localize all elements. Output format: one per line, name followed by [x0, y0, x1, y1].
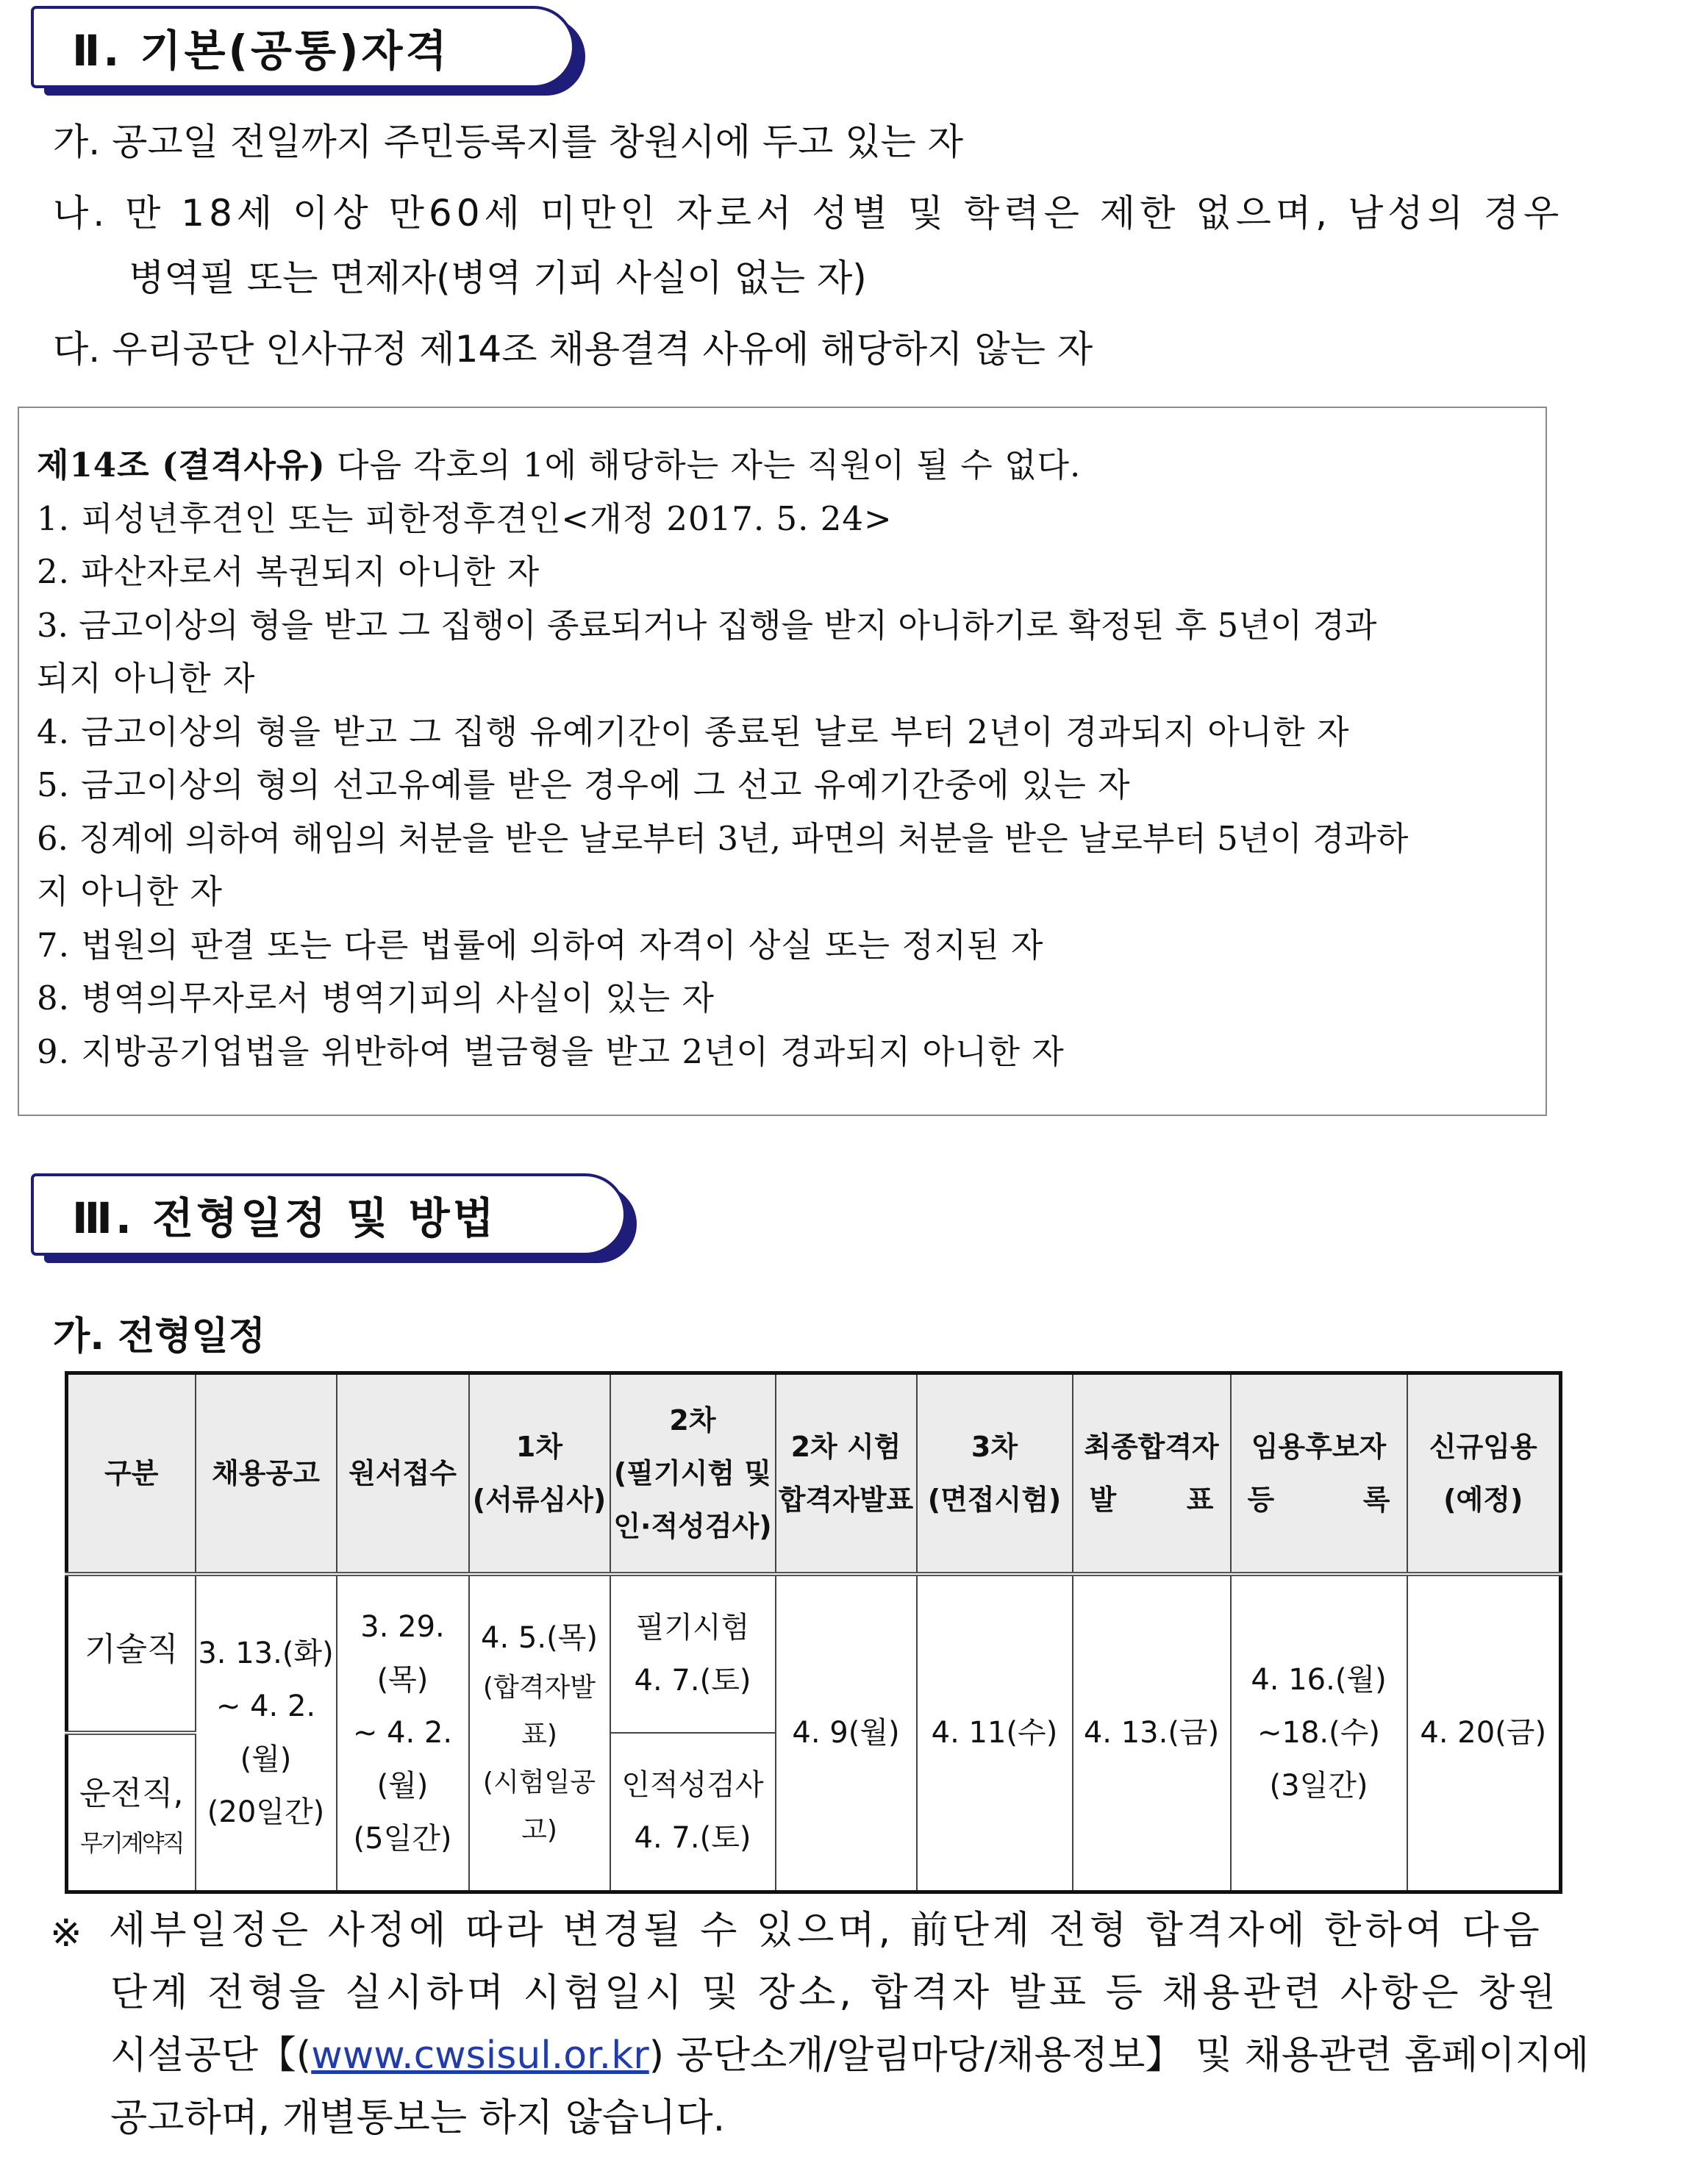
note-line-4: 공고하며, 개별통보는 하지 않습니다. — [110, 2096, 726, 2140]
cell-apply: 3. 29.(목) ~ 4. 2.(월) (5일간) — [337, 1574, 469, 1892]
rule-line: 6. 징계에 의하여 해임의 처분을 받은 날로부터 3년, 파면의 처분을 받은 날로부터 5년이 경과하 — [37, 819, 1409, 858]
note-mark: ※ — [50, 1911, 82, 1956]
header-final: 최종합격자 발 표 — [1073, 1373, 1231, 1575]
cell-first: 4. 5.(목) (합격자발표) (시험일공고) — [469, 1574, 610, 1892]
header-first: 1차 (서류심사) — [469, 1373, 610, 1575]
header-notice: 채용공고 — [196, 1373, 337, 1575]
qualification-item-c: 다. 우리공단 인사규정 제14조 채용결격 사유에 해당하지 않는 자 — [53, 328, 1093, 371]
row-label-tech: 기술직 — [67, 1574, 196, 1733]
note-line-2: 단계 전형을 실시하며 시험일시 및 장소, 합격자 발표 등 채용관련 사항은 창원 — [110, 1971, 1559, 2015]
note-line-3: 시설공단【(www.cwsisul.or.kr) 공단소개/알림마당/채용정보】 및 채용관련 홈페이지에 — [110, 2034, 1590, 2078]
rule-line: 7. 법원의 판결 또는 다른 법률에 의하여 자격이 상실 또는 정지된 자 — [37, 926, 1044, 965]
cell-notice: 3. 13.(화) ~ 4. 2.(월) (20일간) — [196, 1574, 337, 1892]
rule-line: 8. 병역의무자로서 병역기피의 사실이 있는 자 — [37, 979, 715, 1017]
table-header-row — [67, 1373, 1561, 1575]
section-3-heading — [31, 1173, 626, 1256]
rule-line: 3. 금고이상의 형을 받고 그 집행이 종료되거나 집행을 받지 아니하기로 확정된 후 5년이 경과 — [37, 606, 1377, 645]
rule-line: 9. 지방공기업법을 위반하여 벌금형을 받고 2년이 경과되지 아니한 자 — [37, 1032, 1065, 1071]
cell-final: 4. 13.(금) — [1073, 1574, 1231, 1892]
qualification-item-a: 가. 공고일 전일까지 주민등록지를 창원시에 두고 있는 자 — [53, 121, 964, 163]
disqualification-rule-box — [18, 407, 1547, 1116]
header-category: 구분 — [67, 1373, 196, 1575]
schedule-table — [65, 1371, 1562, 1894]
rule-title — [37, 448, 1081, 482]
rule-line: 4. 금고이상의 형을 받고 그 집행 유예기간이 종료된 날로 부터 2년이 경과되지 아니한 자 — [37, 712, 1350, 751]
qualification-item-b-cont: 병역필 또는 면제자(병역 기피 사실이 없는 자) — [129, 257, 867, 299]
rule-line: 1. 피성년후견인 또는 피한정후견인<개정 2017. 5. 24> — [37, 499, 893, 538]
header-register: 임용후보자 등 록 — [1231, 1373, 1407, 1575]
note-line-1: 세부일정은 사정에 따라 변경될 수 있으며, 前단계 전형 합격자에 한하여 다음 — [109, 1909, 1543, 1953]
cell-second-result: 4. 9(월) — [776, 1574, 917, 1892]
section-3-title: Ⅲ. 전형일정 및 방법 — [72, 1193, 497, 1243]
cell-third: 4. 11(수) — [917, 1574, 1073, 1892]
header-second: 2차 (필기시험 및 인·적성검사) — [610, 1373, 776, 1575]
cell-register: 4. 16.(월) ~18.(수) (3일간) — [1231, 1574, 1407, 1892]
cell-start: 4. 20(금) — [1407, 1574, 1561, 1892]
rule-line: 5. 금고이상의 형의 선고유예를 받은 경우에 그 선고 유예기간중에 있는 자 — [37, 765, 1131, 804]
qualification-item-b: 나. 만 18세 이상 만60세 미만인 자로서 성별 및 학력은 제한 없으며, 남성의 경우 — [53, 192, 1564, 235]
rule-title-rest: 다음 각호의 1에 해당하는 자는 직원이 될 수 없다. — [325, 446, 1082, 484]
header-start: 신규임용 (예정) — [1407, 1373, 1561, 1575]
section-2-heading — [31, 6, 575, 88]
website-link[interactable]: www.cwsisul.or.kr — [311, 2034, 649, 2078]
rule-line: 지 아니한 자 — [37, 872, 223, 911]
header-second-result: 2차 시험 합격자발표 — [776, 1373, 917, 1575]
cell-second-tech: 필기시험 4. 7.(토) — [610, 1574, 776, 1733]
rule-line: 2. 파산자로서 복권되지 아니한 자 — [37, 552, 540, 591]
cell-second-other: 인적성검사 4. 7.(토) — [610, 1733, 776, 1892]
schedule-subheading: 가. 전형일정 — [53, 1315, 266, 1359]
section-2-title: Ⅱ. 기본(공통)자격 — [72, 26, 450, 76]
table-row — [67, 1574, 1561, 1733]
row-label-other: 운전직, 무기계약직 — [67, 1733, 196, 1892]
header-apply: 원서접수 — [337, 1373, 469, 1575]
rule-line: 되지 아니한 자 — [37, 659, 256, 698]
header-third: 3차 (면접시험) — [917, 1373, 1073, 1575]
rule-title-bold: 제14조 (결격사유) — [37, 446, 326, 484]
